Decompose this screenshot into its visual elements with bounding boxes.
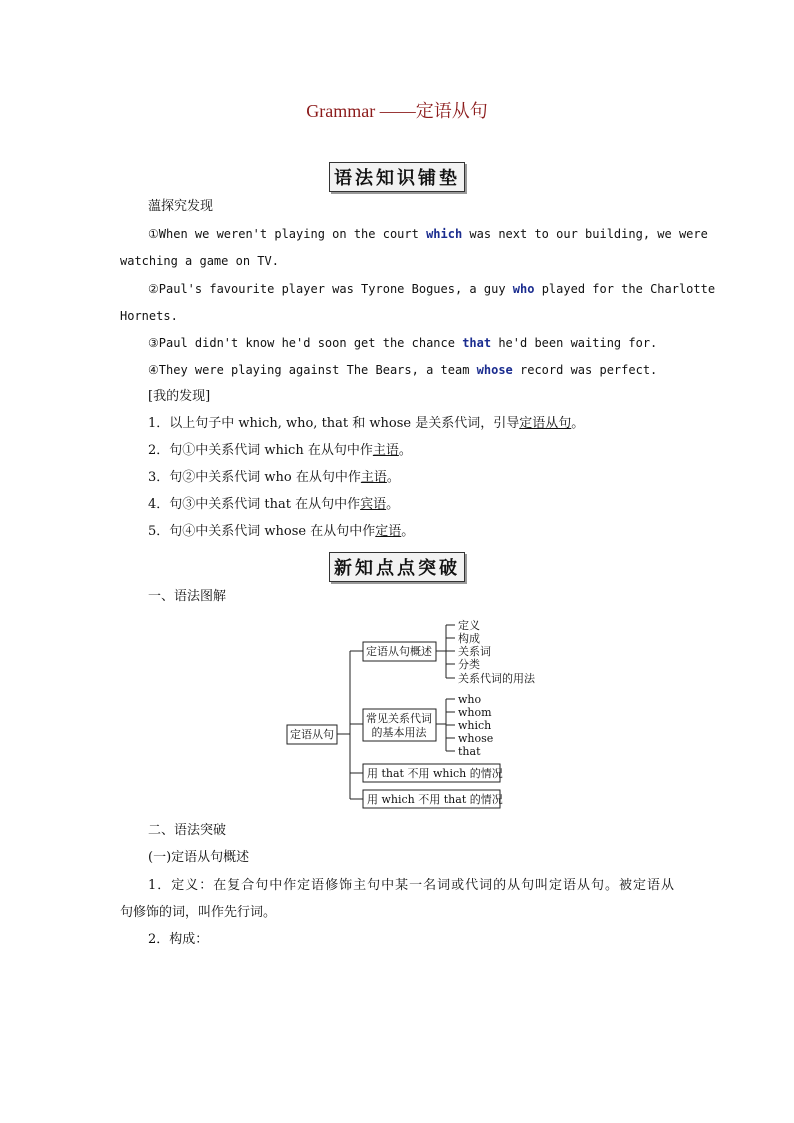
sentence-text: record was perfect. xyxy=(512,363,658,377)
relative-pronoun: which xyxy=(426,227,463,241)
sentence-text: When we weren't playing on the court xyxy=(158,227,427,241)
finding-answer: 定语 xyxy=(375,524,402,539)
pronoun-item: whom xyxy=(458,706,492,719)
finding-text: 。 xyxy=(386,470,400,485)
finding-answer: 主语 xyxy=(372,443,399,458)
finding-text: 。 xyxy=(401,524,415,539)
example-sentence-2-continued: Hornets. xyxy=(120,309,178,323)
overview-item: 定义 xyxy=(458,619,480,632)
finding-text: 5．句④中关系代词 whose 在从句中作 xyxy=(148,524,376,539)
subsection-heading: (一)定语从句概述 xyxy=(148,850,250,865)
sentence-number: ② xyxy=(148,282,159,296)
finding-text: 。 xyxy=(398,443,412,458)
section-banner-label: 新知点点突破 xyxy=(329,552,465,582)
sentence-number: ④ xyxy=(148,363,159,377)
sentence-text: he'd been waiting for. xyxy=(491,336,658,350)
overview-item: 关系词 xyxy=(458,645,491,658)
overview-item: 关系代词的用法 xyxy=(458,672,535,685)
page-title: Grammar ——定语从句 xyxy=(306,101,488,121)
overview-item: 构成 xyxy=(458,632,480,645)
finding-text: 1．以上句子中 which, who, that 和 whose 是关系代词，引导 xyxy=(148,416,520,431)
overview-item: 分类 xyxy=(458,658,480,671)
composition-heading: 2．构成： xyxy=(148,932,209,947)
pronoun-item: that xyxy=(458,745,481,758)
definition-line-2: 句修饰的词，叫作先行词。 xyxy=(120,905,277,920)
findings-heading: [我的发现] xyxy=(148,389,211,404)
finding-text: 2．句①中关系代词 which 在从句中作 xyxy=(148,443,373,458)
that-not-which-label: 用 that 不用 which 的情况 xyxy=(367,767,503,780)
finding-answer: 宾语 xyxy=(360,497,387,512)
sentence-number: ① xyxy=(148,227,159,241)
pronoun-item: whose xyxy=(458,732,494,745)
overview-label: 定语从句概述 xyxy=(366,645,432,658)
sentence-text: Paul didn't know he'd soon get the chance xyxy=(158,336,463,350)
sentence-text: They were playing against The Bears, a team xyxy=(158,363,477,377)
root-label: 定语从句 xyxy=(290,728,334,741)
grammar-diagram-heading: 一、语法图解 xyxy=(148,589,227,604)
finding-answer: 主语 xyxy=(360,470,387,485)
finding-answer: 定语从句 xyxy=(519,416,572,431)
finding-text: 4．句③中关系代词 that 在从句中作 xyxy=(148,497,361,512)
finding-text: 。 xyxy=(386,497,400,512)
common-pronouns-label-1: 常见关系代词 xyxy=(366,712,432,725)
relative-pronoun: whose xyxy=(476,363,513,377)
example-sentence-1-continued: watching a game on TV. xyxy=(120,254,279,268)
section-banner-label: 语法知识铺垫 xyxy=(329,162,465,192)
sentence-text: Paul's favourite player was Tyrone Bogues, a guy xyxy=(158,282,513,296)
breakthrough-heading: 二、语法突破 xyxy=(148,823,227,838)
sentence-text: was next to our building, we were xyxy=(462,227,708,241)
explore-heading: 薀探究发现 xyxy=(148,199,214,214)
finding-text: 。 xyxy=(571,416,585,431)
pronoun-item: which xyxy=(458,719,492,732)
which-not-that-label: 用 which 不用 that 的情况 xyxy=(367,793,503,806)
relative-pronoun: who xyxy=(512,282,535,296)
pronoun-item: who xyxy=(458,693,482,706)
finding-text: 3．句②中关系代词 who 在从句中作 xyxy=(148,470,361,485)
definition-line-1: 1．定义：在复合句中作定语修饰主句中某一名词或代词的从句叫定语从句。被定语从 xyxy=(148,878,674,893)
relative-pronoun: that xyxy=(462,336,492,350)
sentence-text: played for the Charlotte xyxy=(534,282,716,296)
sentence-number: ③ xyxy=(148,336,159,350)
common-pronouns-label-2: 的基本用法 xyxy=(371,726,427,739)
